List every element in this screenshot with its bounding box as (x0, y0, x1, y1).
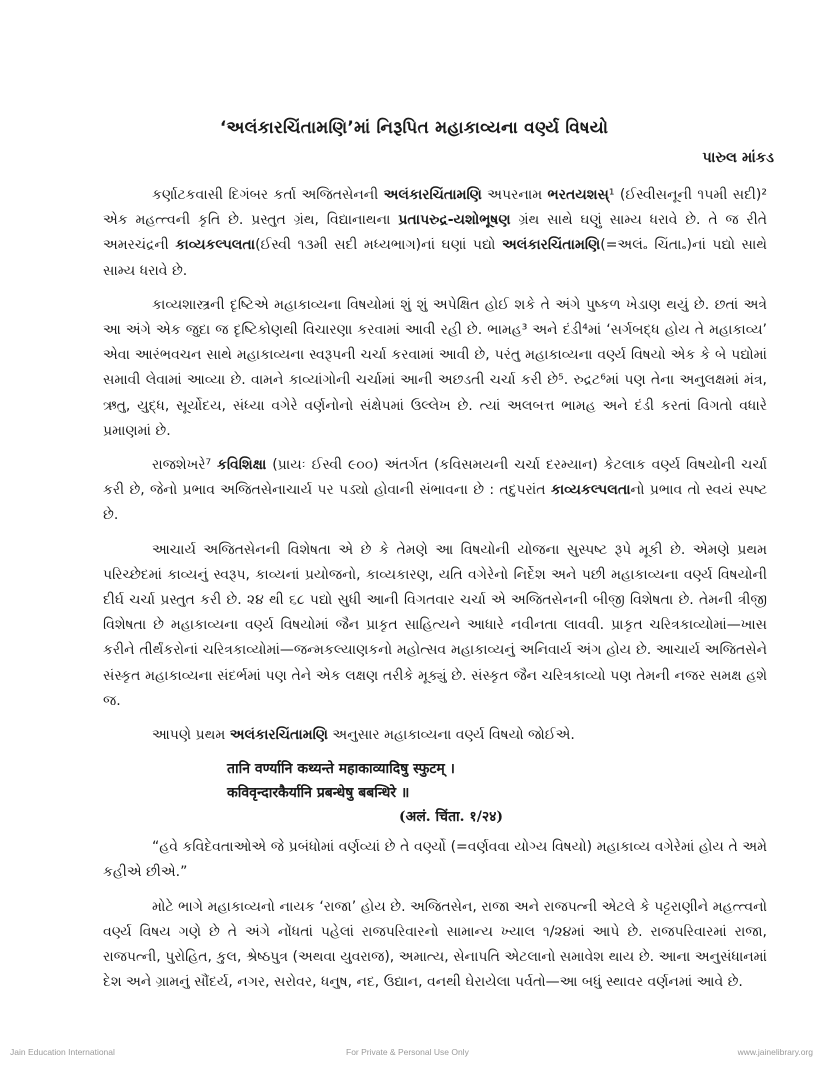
paragraph-text: આચાર્ય અજિતસેનની વિશેષતા એ છે કે તેમણે આ વિષયોની યોજના સુસ્પષ્ટ રૂપે મૂકી છે. એમણે પ્રથમ પરિચ્છેદમાં કાવ્યનું સ્વરૂપ, કાવ્યનાં પ્રયોજનો, કાવ્યકારણ, યતિ વગેરેનો નિર્દેશ અને પછી મહાકાવ્યના વર્ણ્ય વિષયોની દીર્ઘ ચર્ચા પ્રસ્તુત કરી છે. ૨૪ થી ૬૮ પદ્યો સુધી આની વિગતવાર ચર્ચા એ અજિતસેનની બીજી વિશેષતા છે. તેમની ત્રીજી વિશેષતા છે મહાકાવ્યના વર્ણ્ય વિષયોમાં જૈન પ્રાકૃત સાહિત્યને આધારે નવીનતા લાવવી. પ્રાકૃત ચરિત્રકાવ્યોમાં—ખાસ કરીને તીર્થંકરોનાં ચરિત્રકાવ્યોમાં—જન્મકલ્યાણકનો મહોત્સવ મહાકાવ્યનું અનિવાર્ય અંગ હોય છે. આચાર્ય અજિતસેને સંસ્કૃત મહાકાવ્યના સંદર્ભમાં પણ તેને એક લક્ષણ તરીકે મૂક્યું છે. સંસ્કૃત જૈન ચરિત્રકાવ્યો પણ તેમની નજર સમક્ષ હશે જ. (103, 541, 767, 709)
paragraphs-before-verse (103, 183, 767, 748)
footer-publisher: Jain Education International (10, 1047, 115, 1057)
paragraph (103, 538, 767, 714)
paragraph-text: કાવ્યશાસ્ત્રની દૃષ્ટિએ મહાકાવ્યના વિષયોમાં શું શું અપેક્ષિત હોઈ શકે તે અંગે પુષ્કળ ખેડાણ થયું છે. છતાં અત્રે આ અંગે એક જુદા જ દૃષ્ટિકોણથી વિચારણા કરવામાં આવી રહી છે. ભામહ³ અને દંડી⁴માં ‘સર્ગબદ્ધ હોય તે મહાકાવ્ય’ એવા આરંભવચન સાથે મહાકાવ્યના સ્વરૂપની ચર્ચા કરવામાં આવી છે, પરંતુ મહાકાવ્યના વર્ણ્ય વિષયો એક કે બે પદ્યોમાં સમાવી લેવામાં આવ્યા છે. વામને કાવ્યાંગોની ચર્ચામાં આની અછડતી ચર્ચા કરી છે⁵. રુદ્રટ⁶માં પણ તેના અનુલક્ષમાં મંત્ર, ઋતુ, યુદ્ધ, સૂર્યોદય, સંધ્યા વગેરે વર્ણનોનો સંક્ષેપમાં ઉલ્લેખ છે. ત્યાં અલબત્ત ભામહ અને દંડી કરતાં વિગતો વધારે પ્રમાણમાં છે. (103, 296, 767, 439)
paragraph-text: (=અલં૰ ચિંતા૰)નાં પદ્યો સાથે સામ્ય ધરાવે છે. (103, 237, 768, 279)
paragraph (103, 723, 767, 748)
paragraph-text: રાજશેખરે⁷ (152, 457, 217, 474)
paragraph (103, 895, 767, 996)
footer-website: www.jainelibrary.org (737, 1047, 813, 1057)
paragraph-text: “હવે કવિદેવતાઓએ જે પ્રબંધોમાં વર્ણવ્યાં છે તે વર્ણ્યો (=વર્ણવવા યોગ્ય વિષયો) મહાકાવ્ય વગેરેમાં હોય તે અમે કહીએ છીએ.” (103, 839, 767, 881)
work-title-text: અલંકારચિંતામણિ (229, 727, 328, 744)
author-name: પારુલ માંકડ (702, 150, 774, 166)
article-title: ‘અલંકારચિંતામણિ’માં નિરૂપિત મહાકાવ્યના વર્ણ્ય વિષયો (219, 118, 609, 138)
sanskrit-verse (103, 757, 767, 829)
verse-line-1: तानि वर्ण्यानि कथ्यन्ते महाकाव्यादिषु स्फुटम् । (227, 761, 455, 778)
paragraph (103, 835, 767, 885)
work-title-text: અલંકારચિંતામણિ (383, 187, 482, 203)
paragraph-text: ¹ (ઈસ્વીસનૂની ૧૫મી સદી)² એક મહત્ત્વની કૃતિ છે. પ્રસ્તુત ગ્રંથ, વિદ્યાનાથના (103, 187, 767, 229)
paragraph-text: ગ્રંથ સાથે ઘણું સામ્ય ધરાવે છે. તે જ રીતે અમરચંદ્રની (103, 212, 767, 254)
work-title-text: અલંકારચિંતામણિ (501, 237, 601, 254)
verse-reference: (अलं. चिंता. १/२४) (399, 809, 504, 826)
paragraph-text: નો પ્રભાવ તો સ્વયં સ્પષ્ટ છે. (103, 482, 767, 524)
paragraph (103, 183, 767, 284)
paragraph-text: અપરનામ (481, 187, 548, 203)
paragraph-text: (પ્રાયઃ ઈસ્વી ૯૦૦) અંતર્ગત (કવિસમયની ચર્ચા દરમ્યાન) કેટલાક વર્ણ્ય વિષયોની ચર્ચા કરી છે, જેનો પ્રભાવ અજિતસેનાચાર્ય પર પડ્યો હોવાની સંભાવના છે : તદુપરાંત (103, 457, 767, 499)
paragraph-text: (ઈસ્વી ૧૩મી સદી મધ્યભાગ)નાં ઘણાં પદ્યો (255, 237, 502, 254)
paragraph-text: કર્ણાટકવાસી દિગંબર કર્તા અજિતસેનની (152, 187, 384, 203)
paragraph-text: મોટે ભાગે મહાકાવ્યનો નાયક ‘રાજા’ હોય છે. અજિતસેન, રાજા અને રાજપત્ની એટલે કે પટ્ટરાણીને મહત્ત્વનો વર્ણ્ય વિષય ગણે છે તે અંગે નોંધતાં પહેલાં રાજપરિવારનો સામાન્ય ખ્યાલ ૧/૨૪માં આપે છે. રાજપરિવારમાં રાજા, રાજપત્ની, પુરોહિત, કુલ, શ્રેષ્ઠપુત્ર (અથવા યુવરાજ), અમાત્ય, સેનાપતિ એટલાનો સમાવેશ થાય છે. આના અનુસંધાનમાં દેશ અને ગ્રામનું સૌંદર્ય, નગર, સરોવર, ધનુષ, નદ, ઉદ્યાન, વનથી ઘેરાયેલા પર્વતો—આ બધું સ્થાવર વર્ણનમાં આવે છે. (103, 898, 767, 991)
work-title-text: કવિશિક્ષા (216, 457, 267, 474)
work-title-text: કાવ્યકલ્પલતા (175, 237, 256, 254)
footer-usage-note: For Private & Personal Use Only (346, 1047, 469, 1057)
paragraph-text: અનુસાર મહાકાવ્યના વર્ણ્ય વિષયો જોઈએ. (327, 727, 575, 744)
work-title-text: કાવ્યકલ્પલતા (550, 482, 631, 499)
work-title-text: ભરતયશસ્ (547, 187, 609, 203)
paragraphs-after-verse (103, 835, 767, 995)
work-title-text: પ્રતાપરુદ્ર-યશોભૂષણ (398, 212, 511, 229)
paragraph-text: આપણે પ્રથમ (152, 727, 230, 744)
paragraph (103, 293, 767, 444)
verse-line-2: कविवृन्दारकैर्यानि प्रबन्धेषु बबन्धिरे ॥ (227, 785, 410, 802)
paragraph (103, 453, 767, 529)
article-body (103, 183, 767, 1004)
